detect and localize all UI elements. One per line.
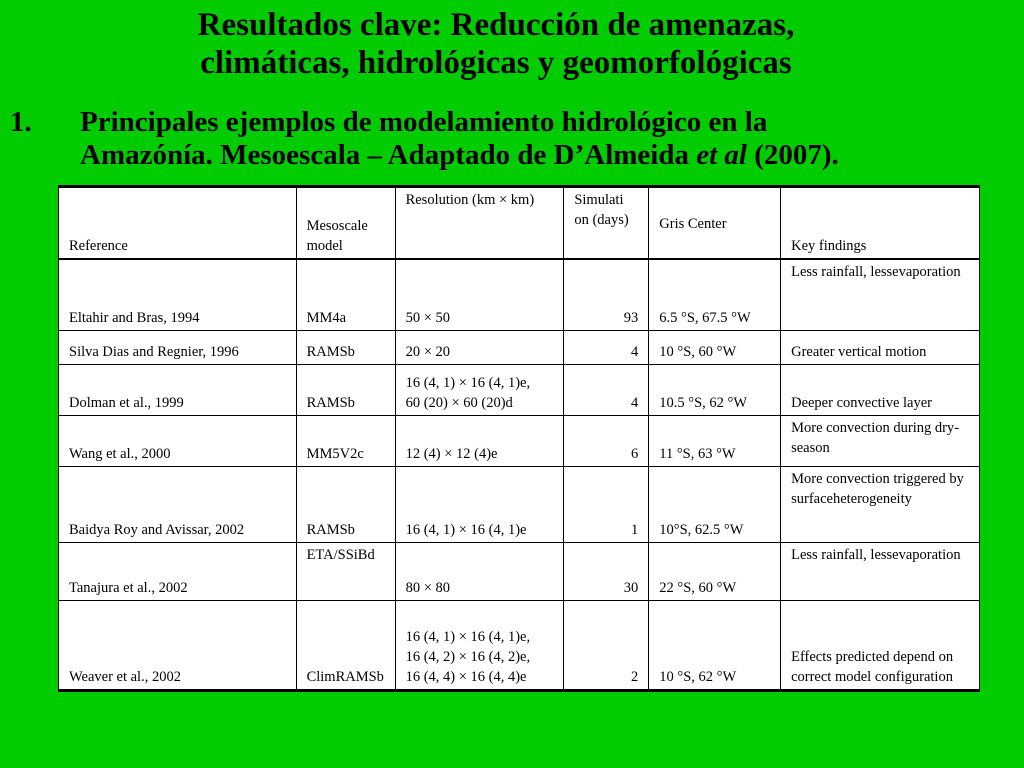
resolution-line: 80 × 80 [405, 580, 450, 596]
cell-key-findings: More convection during dry-season [781, 416, 980, 467]
cell-resolution [395, 331, 564, 365]
table-row [59, 365, 980, 416]
resolution-line: 12 (4) × 12 (4)e [405, 446, 498, 462]
cell-resolution [395, 416, 564, 467]
cell-model: MM5V2c [296, 416, 395, 467]
cell-simulation-days: 93 [564, 259, 649, 331]
table-row [59, 601, 980, 691]
cell-simulation-days: 4 [564, 365, 649, 416]
cell-simulation-days: 30 [564, 543, 649, 601]
cell-simulation-days: 1 [564, 467, 649, 543]
resolution-line: 60 (20) × 60 (20)d [405, 395, 513, 411]
header-resolution: Resolution (km × km) [395, 187, 564, 259]
resolution-line: 16 (4, 1) × 16 (4, 1)e, [405, 375, 531, 391]
cell-resolution [395, 365, 564, 416]
cell-grid-center: 6.5 °S, 67.5 °W [649, 259, 781, 331]
cell-reference: Weaver et al., 2002 [59, 601, 297, 691]
cell-model: ETA/SSiBd [296, 543, 395, 601]
table-row [59, 259, 980, 331]
table-row [59, 331, 980, 365]
cell-reference: Eltahir and Bras, 1994 [59, 259, 297, 331]
slide-title-line-2: climáticas, hidrológicas y geomorfológicas [200, 45, 792, 81]
header-simulation-days: Simulati on (days) [564, 187, 649, 259]
resolution-line: 16 (4, 1) × 16 (4, 1)e, [405, 629, 531, 645]
table-row [59, 416, 980, 467]
header-grid-center: Gris Center [649, 187, 781, 259]
item-text [80, 106, 1010, 172]
cell-key-findings: Effects predicted depend on correct model configuration [781, 601, 980, 691]
cell-grid-center: 22 °S, 60 °W [649, 543, 781, 601]
cell-key-findings: Less rainfall, lessevaporation [781, 543, 980, 601]
resolution-line: 50 × 50 [405, 310, 450, 326]
cell-model: MM4a [296, 259, 395, 331]
slide-title-line-1: Resultados clave: Reducción de amenazas, [197, 7, 795, 43]
table-row [59, 467, 980, 543]
header-mesoscale-model: Mesoscale model [296, 187, 395, 259]
cell-grid-center: 11 °S, 63 °W [649, 416, 781, 467]
slide-title [0, 6, 992, 82]
resolution-line: 16 (4, 1) × 16 (4, 1)e [405, 522, 527, 538]
item-number: 1. [10, 106, 32, 138]
cell-reference: Silva Dias and Regnier, 1996 [59, 331, 297, 365]
cell-model: RAMSb [296, 365, 395, 416]
cell-simulation-days: 4 [564, 331, 649, 365]
cell-grid-center: 10.5 °S, 62 °W [649, 365, 781, 416]
resolution-line: 20 × 20 [405, 344, 450, 360]
item-text-line-1: Principales ejemplos de modelamiento hidrológico en la [80, 106, 768, 138]
cell-simulation-days: 2 [564, 601, 649, 691]
item-text-line-2-suffix: (2007). [746, 139, 839, 171]
item-text-line-2 [80, 139, 1010, 172]
item-text-line-2-prefix: Amazónía. Mesoescala – Adaptado de D’Almeida [80, 139, 697, 171]
cell-grid-center: 10 °S, 62 °W [649, 601, 781, 691]
cell-model: RAMSb [296, 467, 395, 543]
table-header-row [59, 187, 980, 259]
cell-model: ClimRAMSb [296, 601, 395, 691]
cell-resolution [395, 601, 564, 691]
cell-reference: Tanajura et al., 2002 [59, 543, 297, 601]
item-text-et-al: et al [696, 139, 747, 171]
cell-reference: Baidya Roy and Avissar, 2002 [59, 467, 297, 543]
header-key-findings: Key findings [781, 187, 980, 259]
cell-simulation-days: 6 [564, 416, 649, 467]
cell-grid-center: 10°S, 62.5 °W [649, 467, 781, 543]
cell-key-findings: Less rainfall, lessevaporation [781, 259, 980, 331]
cell-reference: Wang et al., 2000 [59, 416, 297, 467]
cell-resolution [395, 259, 564, 331]
cell-model: RAMSb [296, 331, 395, 365]
cell-reference: Dolman et al., 1999 [59, 365, 297, 416]
cell-key-findings: More convection triggered by surfaceheterogeneity [781, 467, 980, 543]
cell-resolution [395, 543, 564, 601]
cell-key-findings: Deeper convective layer [781, 365, 980, 416]
cell-grid-center: 10 °S, 60 °W [649, 331, 781, 365]
header-reference: Reference [59, 187, 297, 259]
resolution-line: 16 (4, 2) × 16 (4, 2)e, [405, 649, 531, 665]
resolution-line: 16 (4, 4) × 16 (4, 4)e [405, 669, 527, 685]
cell-resolution [395, 467, 564, 543]
table-row [59, 543, 980, 601]
cell-key-findings: Greater vertical motion [781, 331, 980, 365]
models-table [58, 185, 980, 692]
